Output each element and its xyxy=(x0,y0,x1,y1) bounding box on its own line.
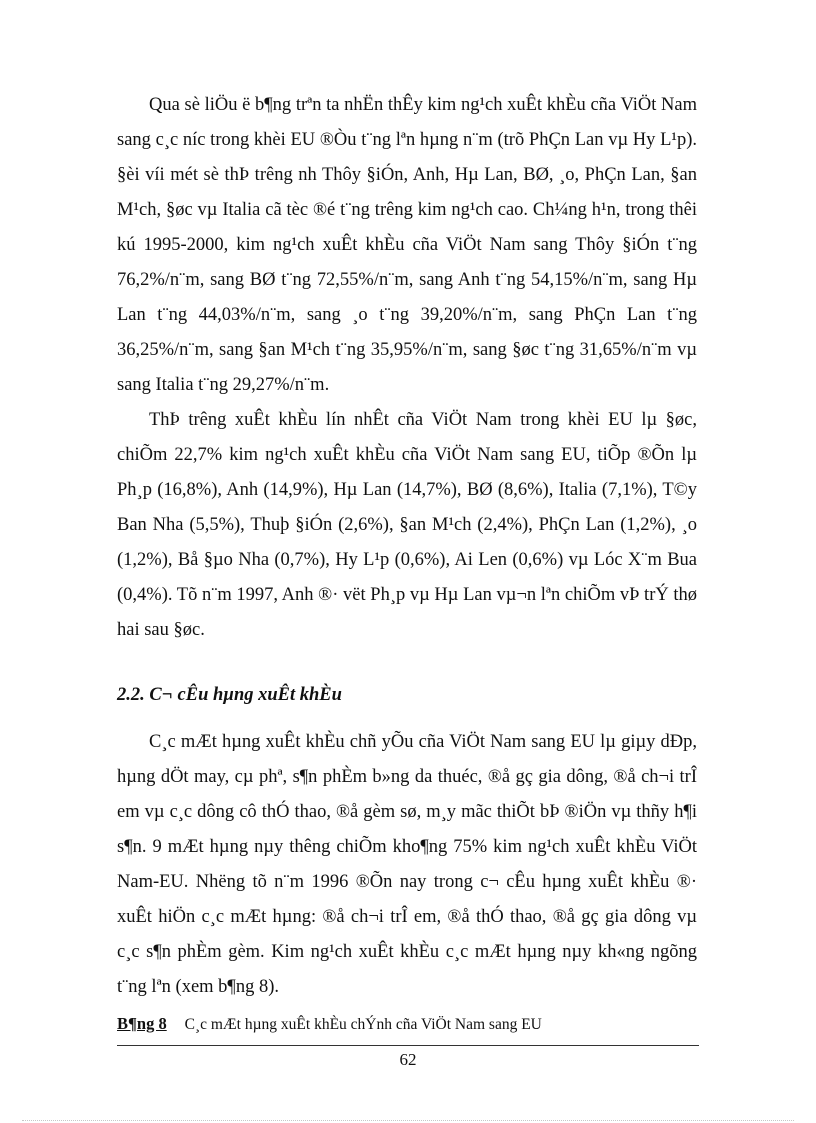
page-bottom-border xyxy=(22,1120,794,1121)
section-heading: 2.2. C¬ cÊu hµng xuÊt khÈu xyxy=(117,685,342,705)
page-content xyxy=(117,88,697,1040)
table-caption-label: B¶ng 8 xyxy=(117,1014,167,1033)
footer-divider xyxy=(117,1045,699,1046)
paragraph-largest-markets: ThÞ trêng xuÊt khÈu lín nhÊt cña ViÖt Nam trong khèi EU lµ §øc, chiÕm 22,7% kim ng¹ch xuÊt khÈu cña ViÖt Nam sang EU, tiÕp ®Õn lµ Ph¸p (16,8%), Anh (14,9%), Hµ Lan (14,7%), BØ (8,6%), Italia (7,1%), T©y Ban Nha (5,5%), Thuþ §iÓn (2,6%), §an M¹ch (2,4%), PhÇn Lan (1,2%), ¸o (1,2%), Bå §µo Nha (0,7%), Hy L¹p (0,6%), Ai Len (0,6%) vµ Lóc X¨m Bua (0,4%). Tõ n¨m 1997, Anh ®· vët Ph¸p vµ Hµ Lan vµ¬n lªn chiÕm vÞ trÝ thø hai sau §øc. xyxy=(117,410,697,640)
table-caption xyxy=(117,1009,697,1040)
table-caption-title: C¸c mÆt hµng xuÊt khÈu chÝnh cña ViÖt Nam sang EU xyxy=(184,1016,542,1033)
paragraph-export-growth: Qua sè liÖu ë b¶ng trªn ta nhËn thÊy kim ng¹ch xuÊt khÈu cña ViÖt Nam sang c¸c níc trong khèi EU ®Òu t¨ng lªn hµng n¨m (trõ PhÇn Lan vµ Hy L¹p). §èi víi mét sè thÞ trêng nh Thôy §iÓn, Anh, Hµ Lan, BØ, ¸o, PhÇn Lan, §an M¹ch, §øc vµ Italia cã tèc ®é t¨ng trêng kim ng¹ch cao. Ch¼ng h¹n, trong thêi kú 1995-2000, kim ng¹ch xuÊt khÈu cña ViÖt Nam sang Thôy §iÓn t¨ng 76,2%/n¨m, sang BØ t¨ng 72,55%/n¨m, sang Anh t¨ng 54,15%/n¨m, sang Hµ Lan t¨ng 44,03%/n¨m, sang ¸o t¨ng 39,20%/n¨m, sang PhÇn Lan t¨ng 36,25%/n¨m, sang §an M¹ch t¨ng 35,95%/n¨m, sang §øc t¨ng 31,65%/n¨m vµ sang Italia t¨ng 29,27%/n¨m. xyxy=(117,95,697,395)
page-number: 62 xyxy=(399,1050,417,1069)
paragraph-export-structure: C¸c mÆt hµng xuÊt khÈu chñ yÕu cña ViÖt Nam sang EU lµ giµy dÐp, hµng dÖt may, cµ phª, s¶n phÈm b»ng da thuéc, ®å gç gia dông, ®å ch¬i trÎ em vµ c¸c dông cô thÓ thao, ®å gèm sø, m¸y mãc thiÕt bÞ ®iÖn vµ thñy h¶i s¶n. 9 mÆt hµng nµy thêng chiÕm kho¶ng 75% kim ng¹ch xuÊt khÈu ViÖt Nam-EU. Nhëng tõ n¨m 1996 ®Õn nay trong c¬ cÊu hµng xuÊt khÈu ®· xuÊt hiÖn c¸c mÆt hµng: ®å ch¬i trÎ em, ®å thÓ thao, ®å gç gia dông vµ c¸c s¶n phÈm gèm. Kim ng¹ch xuÊt khÈu c¸c mÆt hµng nµy kh«ng ngõng t¨ng lªn (xem b¶ng 8). xyxy=(117,732,697,997)
